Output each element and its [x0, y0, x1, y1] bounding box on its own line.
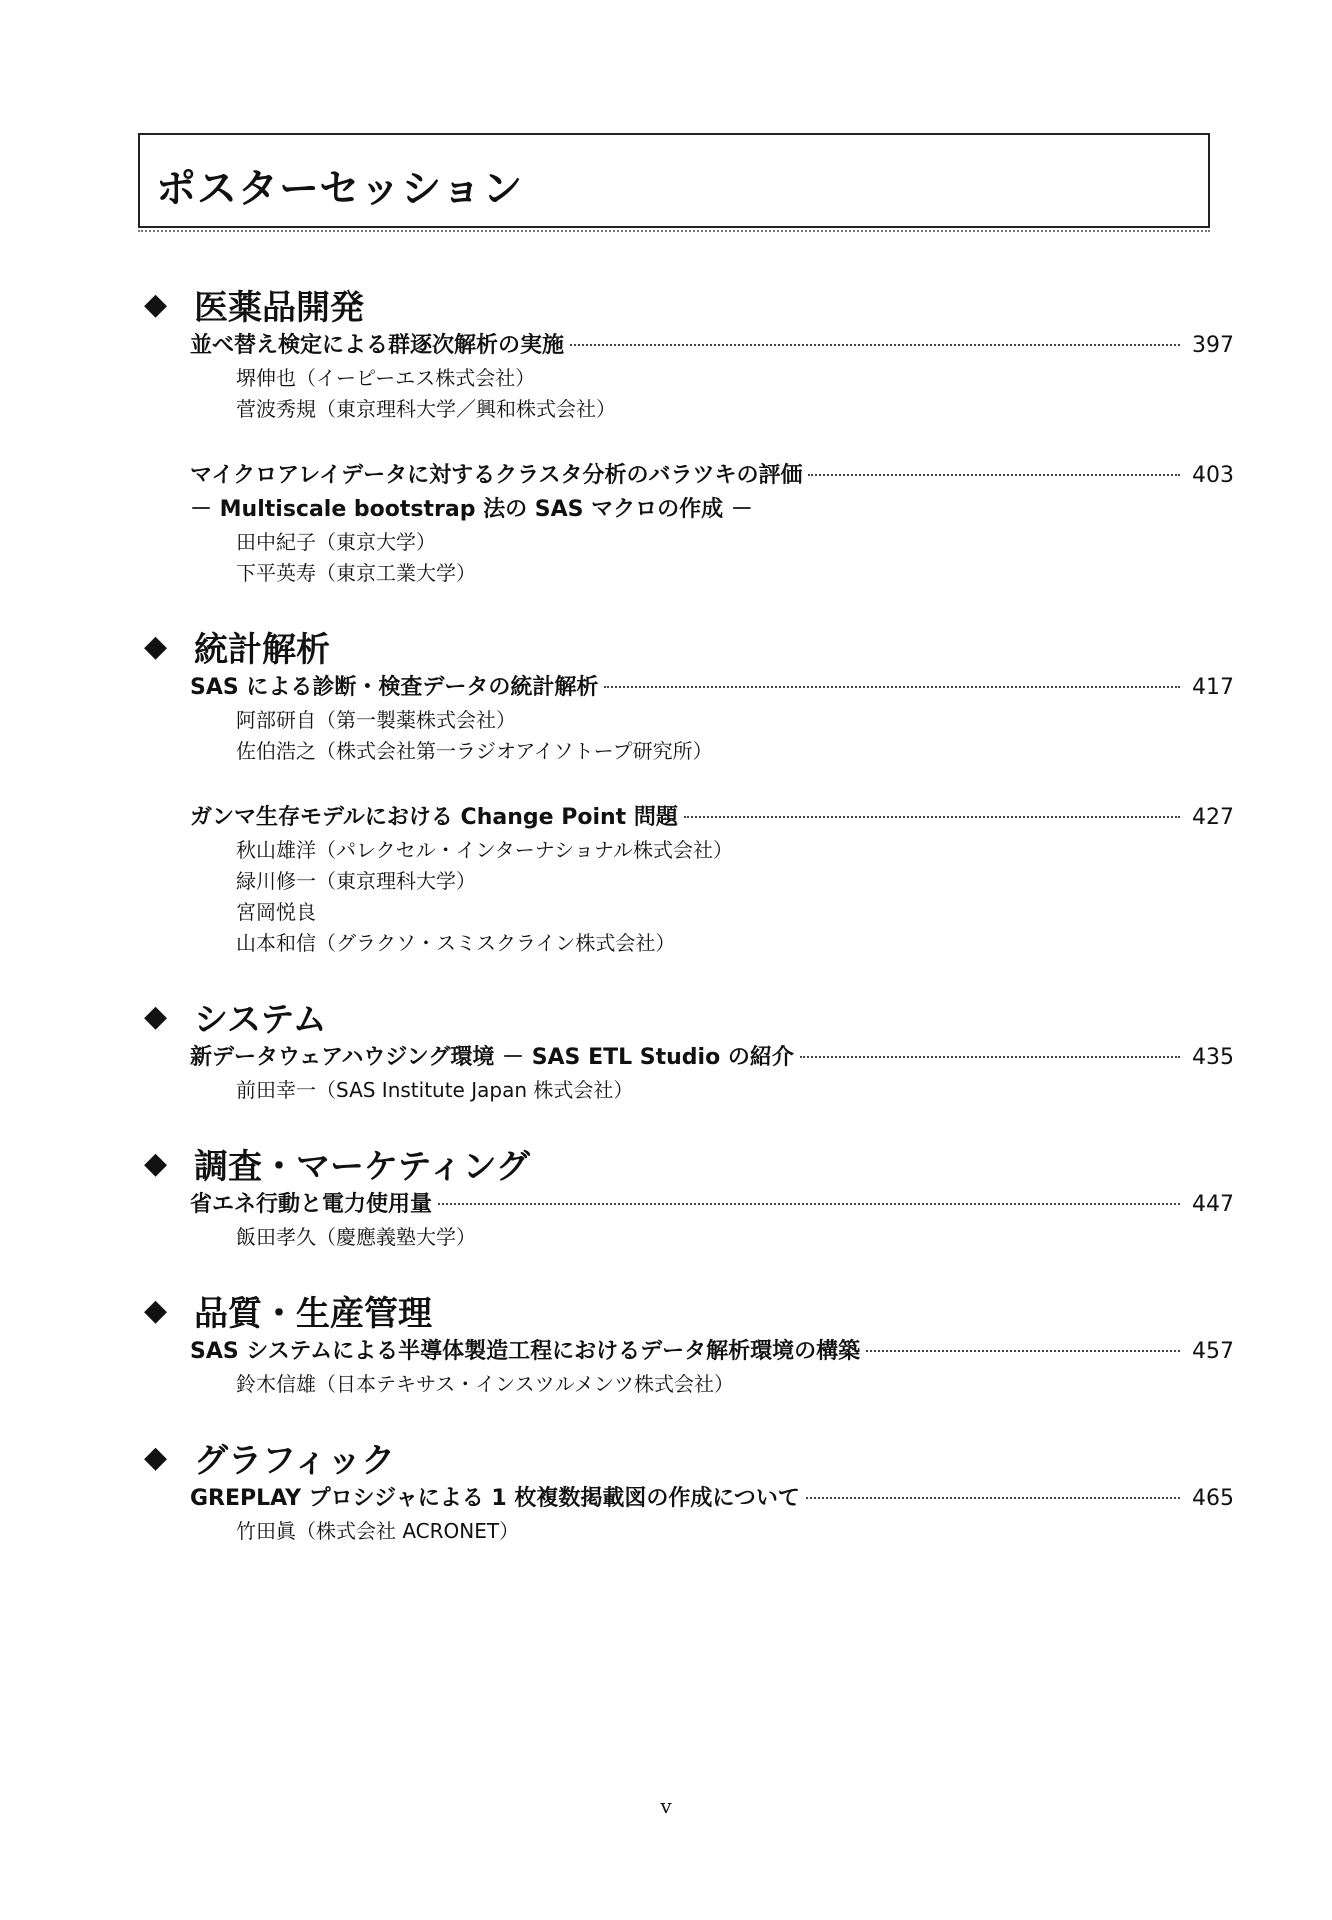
- page-title-box: [138, 133, 1210, 228]
- author-line: 飯田孝久（慶應義塾大学）: [236, 1225, 476, 1249]
- entry-row: [190, 1040, 1234, 1074]
- entry-row: [190, 800, 1234, 834]
- diamond-bullet-icon: ◆: [144, 1439, 168, 1475]
- dot-leader: [808, 474, 1180, 476]
- diamond-bullet-icon: ◆: [144, 1145, 168, 1181]
- toc-entry: [144, 800, 1234, 958]
- toc-entry: [144, 1040, 1234, 1105]
- author-line: 佐伯浩之（株式会社第一ラジオアイソトープ研究所）: [236, 739, 713, 763]
- section-header: [144, 1433, 1234, 1481]
- author-line: 堺伸也（イーピーエス株式会社）: [236, 366, 536, 390]
- toc-section: [144, 1433, 1234, 1546]
- dot-leader: [866, 1350, 1180, 1352]
- page-number: 417: [1192, 675, 1234, 700]
- dot-leader: [806, 1497, 1180, 1499]
- toc-entry: [144, 1481, 1234, 1546]
- entry-title: SAS システムによる半導体製造工程におけるデータ解析環境の構築: [190, 1339, 861, 1364]
- dot-leader: [438, 1203, 1180, 1205]
- page-number: 465: [1192, 1486, 1234, 1511]
- author-line: 緑川修一（東京理科大学）: [236, 869, 476, 893]
- entry-title: SAS による診断・検査データの統計解析: [190, 675, 599, 700]
- diamond-bullet-icon: ◆: [144, 628, 168, 664]
- section-header: [144, 622, 1234, 670]
- diamond-bullet-icon: ◆: [144, 1292, 168, 1328]
- section-heading: 統計解析: [194, 629, 330, 670]
- author-line: 前田幸一（SAS Institute Japan 株式会社）: [236, 1078, 634, 1102]
- toc-content: [144, 280, 1234, 1580]
- author-line: 菅波秀規（東京理科大学／興和株式会社）: [236, 397, 616, 421]
- section-header: [144, 1139, 1234, 1187]
- toc-section: [144, 280, 1234, 588]
- author-line: 下平英寿（東京工業大学）: [236, 561, 476, 585]
- toc-entry: [144, 328, 1234, 424]
- toc-entry: [144, 1187, 1234, 1252]
- author-line: 田中紀子（東京大学）: [236, 530, 436, 554]
- entry-row: [190, 458, 1234, 492]
- toc-section: [144, 992, 1234, 1105]
- entry-title: 省エネ行動と電力使用量: [190, 1192, 433, 1217]
- page-number: 435: [1192, 1045, 1234, 1070]
- entry-row: [190, 670, 1234, 704]
- toc-entry: [144, 458, 1234, 588]
- title-divider: [138, 230, 1210, 232]
- page-number: 403: [1192, 463, 1234, 488]
- diamond-bullet-icon: ◆: [144, 998, 168, 1034]
- entry-row: [190, 1481, 1234, 1515]
- page-number: 397: [1192, 333, 1234, 358]
- entry-row: [190, 1187, 1234, 1221]
- page-title: ポスターセッション: [156, 166, 524, 212]
- entry-title: 新データウェアハウジング環境 － SAS ETL Studio の紹介: [190, 1045, 794, 1070]
- author-line: 鈴木信雄（日本テキサス・インスツルメンツ株式会社）: [236, 1372, 734, 1396]
- page-number: 457: [1192, 1339, 1234, 1364]
- section-heading: 品質・生産管理: [194, 1293, 432, 1334]
- toc-section: [144, 1286, 1234, 1399]
- section-heading: 調査・マーケティング: [194, 1146, 530, 1187]
- entry-title: ガンマ生存モデルにおける Change Point 問題: [190, 805, 678, 830]
- section-heading: グラフィック: [194, 1440, 396, 1481]
- toc-entry: [144, 1334, 1234, 1399]
- author-line: 阿部研自（第一製薬株式会社）: [236, 708, 516, 732]
- section-header: [144, 280, 1234, 328]
- dot-leader: [604, 686, 1180, 688]
- section-heading: 医薬品開発: [194, 287, 364, 328]
- toc-section: [144, 1139, 1234, 1252]
- section-header: [144, 1286, 1234, 1334]
- dot-leader: [800, 1056, 1180, 1058]
- entry-subtitle: － Multiscale bootstrap 法の SAS マクロの作成 －: [190, 497, 753, 522]
- section-header: [144, 992, 1234, 1040]
- author-line: 竹田眞（株式会社 ACRONET）: [236, 1519, 520, 1543]
- entry-title: マイクロアレイデータに対するクラスタ分析のバラツキの評価: [190, 463, 803, 488]
- page-number: 427: [1192, 805, 1234, 830]
- entry-row: [190, 328, 1234, 362]
- section-heading: システム: [194, 999, 327, 1040]
- page-number: 447: [1192, 1192, 1234, 1217]
- dot-leader: [684, 816, 1180, 818]
- entry-title: GREPLAY プロシジャによる 1 枚複数掲載図の作成について: [190, 1486, 800, 1511]
- diamond-bullet-icon: ◆: [144, 286, 168, 322]
- page-folio: v: [660, 1794, 672, 1818]
- author-line: 秋山雄洋（パレクセル・インターナショナル株式会社）: [236, 838, 733, 862]
- dot-leader: [570, 344, 1180, 346]
- entry-title: 並べ替え検定による群逐次解析の実施: [190, 333, 565, 358]
- entry-row: [190, 1334, 1234, 1368]
- toc-entry: [144, 670, 1234, 766]
- author-line: 山本和信（グラクソ・スミスクライン株式会社）: [236, 931, 676, 955]
- toc-section: [144, 622, 1234, 958]
- author-line: 宮岡悦良: [236, 900, 316, 924]
